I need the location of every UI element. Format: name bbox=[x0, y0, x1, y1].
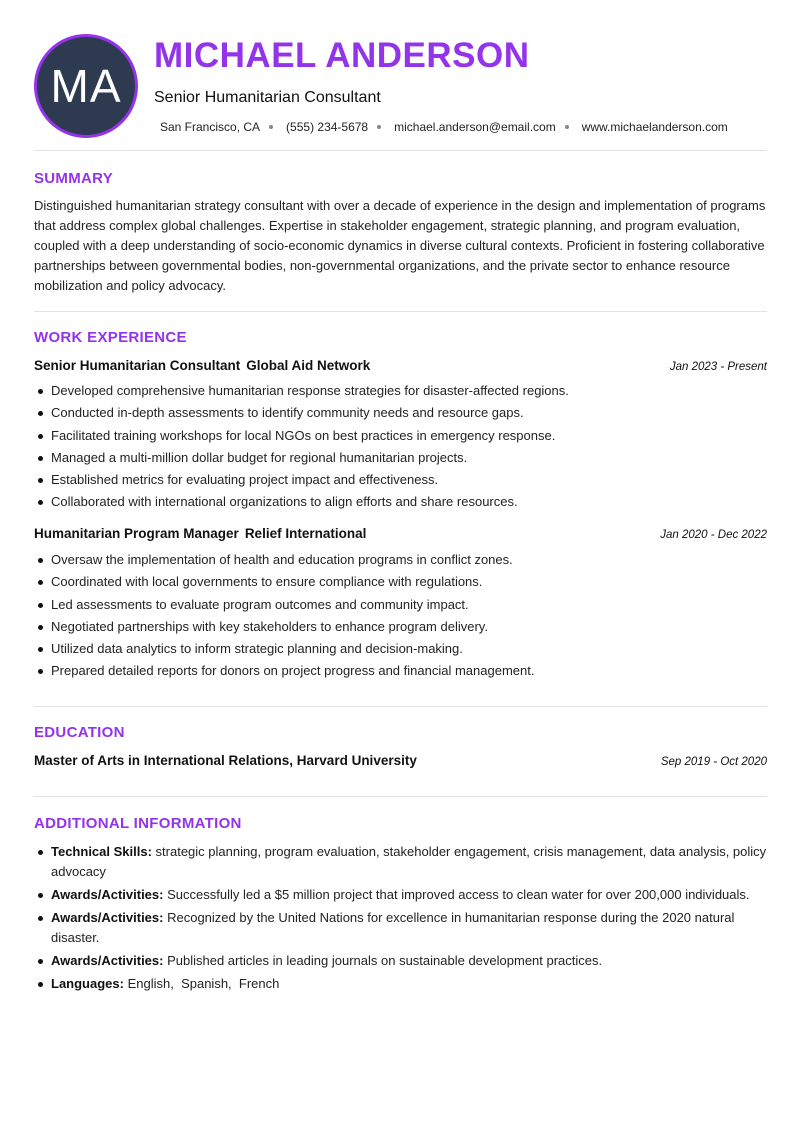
additional-info-list bbox=[34, 842, 767, 997]
contact-phone: (555) 234-5678 bbox=[286, 120, 369, 134]
separator-dot bbox=[565, 125, 569, 129]
contact-location: San Francisco, CA bbox=[160, 120, 261, 134]
job-bullet: Conducted in-depth assessments to identify community needs and resource gaps. bbox=[34, 402, 767, 424]
job-bullet: Prepared detailed reports for donors on project progress and financial management. bbox=[34, 660, 767, 682]
info-label: Awards/Activities: bbox=[51, 910, 164, 925]
contact-email[interactable]: michael.anderson@email.com bbox=[394, 120, 556, 134]
separator-dot bbox=[377, 125, 381, 129]
contact-website[interactable]: www.michaelanderson.com bbox=[581, 120, 728, 134]
summary-text: Distinguished humanitarian strategy consultant with over a decade of experience in the design and implementation of programs that address complex global challenges. Expertise in stakeholder engagement, strategic planning, and program evaluation, coupled with a deep understanding of socio-economic dynamics in diverse cultural contexts. Proficient in fostering collaborative partnerships between governmental bodies, non-governmental organizations, and the private sector to enhance resource mobilization and policy advocacy. bbox=[34, 198, 766, 293]
work-experience-heading: WORK EXPERIENCE bbox=[34, 329, 187, 346]
job-bullet: Facilitated training workshops for local NGOs on best practices in emergency response. bbox=[34, 425, 767, 447]
additional-info-heading: ADDITIONAL INFORMATION bbox=[34, 815, 242, 832]
job-dates: Jan 2020 - Dec 2022 bbox=[660, 529, 767, 541]
info-text: Recognized by the United Nations for excellence in humanitarian response during the 2020 natural disaster. bbox=[51, 910, 735, 945]
section-divider bbox=[34, 311, 767, 312]
info-item bbox=[34, 842, 767, 882]
job-dates: Jan 2023 - Present bbox=[669, 361, 767, 373]
info-label: Technical Skills: bbox=[51, 844, 152, 859]
candidate-name: MICHAEL ANDERSON bbox=[154, 36, 530, 75]
resume-header bbox=[34, 34, 767, 138]
avatar-initials: MA bbox=[50, 60, 122, 112]
info-text: strategic planning, program evaluation, stakeholder engagement, crisis management, data analysis, policy advocacy bbox=[51, 844, 767, 879]
job-header bbox=[34, 526, 767, 544]
education-dates: Sep 2019 - Oct 2020 bbox=[660, 756, 767, 768]
section-divider bbox=[34, 150, 767, 151]
info-label: Awards/Activities: bbox=[51, 953, 164, 968]
info-item bbox=[34, 908, 767, 948]
job-bullet: Negotiated partnerships with key stakeholders to enhance program delivery. bbox=[34, 616, 767, 638]
job-role: Humanitarian Program Manager bbox=[34, 526, 239, 541]
job-bullet: Managed a multi-million dollar budget for regional humanitarian projects. bbox=[34, 447, 767, 469]
info-item bbox=[34, 951, 767, 971]
job-title bbox=[34, 526, 366, 541]
education-entry bbox=[34, 753, 767, 771]
job-bullet: Led assessments to evaluate program outcomes and community impact. bbox=[34, 594, 767, 616]
education-heading: EDUCATION bbox=[34, 724, 125, 741]
job-bullet: Developed comprehensive humanitarian response strategies for disaster-affected regions. bbox=[34, 380, 767, 402]
info-item bbox=[34, 885, 767, 905]
info-item bbox=[34, 974, 767, 994]
info-text: English, Spanish, French bbox=[127, 976, 280, 991]
separator-dot bbox=[269, 125, 273, 129]
job-bullet: Utilized data analytics to inform strategic planning and decision-making. bbox=[34, 638, 767, 660]
job-bullet: Coordinated with local governments to ensure compliance with regulations. bbox=[34, 571, 767, 593]
info-label: Languages: bbox=[51, 976, 124, 991]
summary-heading: SUMMARY bbox=[34, 170, 114, 187]
info-text: Successfully led a $5 million project that improved access to clean water for over 200,000 individuals. bbox=[167, 887, 750, 902]
section-divider bbox=[34, 706, 767, 707]
candidate-title: Senior Humanitarian Consultant bbox=[154, 89, 381, 106]
section-divider bbox=[34, 796, 767, 797]
job-title bbox=[34, 358, 370, 373]
info-label: Awards/Activities: bbox=[51, 887, 164, 902]
job-organization: Relief International bbox=[244, 526, 367, 541]
info-text: Published articles in leading journals on sustainable development practices. bbox=[167, 953, 603, 968]
job-role: Senior Humanitarian Consultant bbox=[34, 358, 241, 373]
job-bullet-list bbox=[34, 549, 767, 683]
job-organization: Global Aid Network bbox=[246, 358, 371, 373]
contact-bar bbox=[160, 120, 767, 134]
job-bullet: Established metrics for evaluating project impact and effectiveness. bbox=[34, 469, 767, 491]
job-header bbox=[34, 358, 767, 376]
avatar bbox=[34, 34, 138, 138]
job-bullet: Collaborated with international organizations to align efforts and share resources. bbox=[34, 491, 767, 513]
job-bullet-list bbox=[34, 380, 767, 514]
job-bullet: Oversaw the implementation of health and education programs in conflict zones. bbox=[34, 549, 767, 571]
education-degree: Master of Arts in International Relations, Harvard University bbox=[34, 753, 417, 768]
